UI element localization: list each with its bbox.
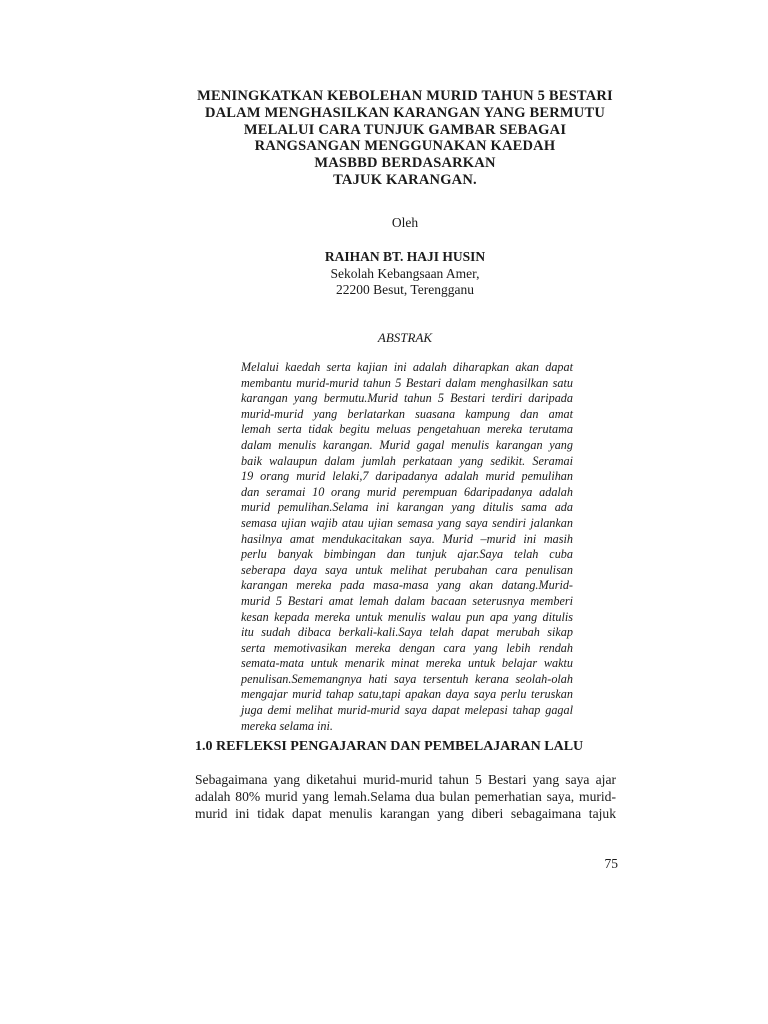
abstract-body (241, 360, 573, 734)
body-line: adalah 80% murid yang lemah.Selama dua bulan pemerhatian saya, murid- (195, 789, 616, 805)
abstract-heading: ABSTRAK (377, 330, 433, 345)
abstract-line: karangan mereka pada masa-masa yang akan datang.Murid- (241, 578, 573, 593)
author-name: RAIHAN BT. HAJI HUSIN (324, 249, 486, 264)
title-line: MENINGKATKAN KEBOLEHAN MURID TAHUN 5 BESTARI (197, 88, 613, 104)
abstract-line: 19 orang murid lelaki,7 daripadanya adalah murid pemulihan (241, 469, 573, 484)
byline-label: Oleh (391, 215, 419, 230)
abstract-line: perlu banyak bimbingan dan tunjuk ajar.Saya telah cuba (241, 547, 573, 562)
abstract-line: seberapa daya saya untuk melihat perubahan cara penulisan (241, 562, 573, 577)
abstract-line: Melalui kaedah serta kajian ini adalah diharapkan akan dapat (241, 360, 573, 374)
abstract-line: penulisan.Sememangnya hati saya tersentuh kerana seolah-olah (241, 671, 573, 686)
title-line: DALAM MENGHASILKAN KARANGAN YANG BERMUTU (204, 104, 606, 121)
body-line: Sebagaimana yang diketahui murid-murid tahun 5 Bestari yang saya ajar (195, 772, 616, 787)
abstract-line: membantu murid-murid tahun 5 Bestari dalam menghasilkan satu (241, 375, 573, 390)
abstract-line: semata-mata untuk menarik minat mereka untuk belajar waktu (241, 656, 573, 671)
abstract-line: hasilnya amat mendukacitakan saya. Murid –murid ini masih (241, 531, 573, 546)
title-line: MELALUI CARA TUNJUK GAMBAR SEBAGAI (243, 121, 567, 138)
body-line: murid ini tidak dapat menulis karangan yang diberi sebagaimana tajuk (195, 806, 616, 822)
abstract-line: dalam menulis karangan. Murid gagal menulis karangan yang (241, 437, 573, 452)
page-number: 75 (604, 856, 618, 871)
section-heading: 1.0 REFLEKSI PENGAJARAN DAN PEMBELAJARAN LALU (195, 739, 584, 754)
abstract-line: murid pemulihan.Selama ini karangan yang ditulis sama ada (241, 500, 573, 515)
title-line: TAJUK KARANGAN. (333, 171, 477, 188)
author-school: Sekolah Kebangsaan Amer, (330, 265, 480, 281)
abstract-line: serta memotivasikan mereka dengan cara yang lebih rendah (241, 640, 573, 655)
author-address: 22200 Besut, Terengganu (336, 282, 474, 297)
abstract-line: baik walaupun dalam jumlah perkataan yang sedikit. Seramai (241, 453, 573, 468)
abstract-line: itu sudah dibaca berkali-kali.Saya telah dapat merubah sikap (241, 625, 573, 640)
abstract-line: semasa ujian wajib atau ujian semasa yang saya sendiri jalankan (241, 515, 573, 530)
abstract-line: mereka selama ini. (241, 718, 333, 733)
abstract-line: murid 5 Bestari amat lemah dalam bacaan seterusnya memberi (241, 593, 573, 608)
abstract-line: murid-murid yang berlatarkan suasana kampung dan amat (241, 406, 573, 421)
title-line: MASBBD BERDASARKAN (314, 155, 496, 172)
abstract-line: kesan kepada mereka untuk menulis walau pun apa yang ditulis (241, 609, 573, 624)
paper-title (150, 88, 660, 189)
abstract-line: karangan yang bermutu.Murid tahun 5 Bestari terdiri daripada (241, 391, 573, 406)
abstract-line: juga demi melihat murid-murid saya dapat melepasi tahap gagal (241, 703, 573, 718)
abstract-line: lemah serta tidak begitu meluas pengetahuan mereka terutama (241, 422, 573, 437)
abstract-line: dan seramai 10 orang murid perempuan 6daripadanya adalah (241, 484, 573, 499)
title-line: RANGSANGAN MENGGUNAKAN KAEDAH (254, 138, 556, 155)
section-body (195, 771, 616, 823)
author-block (150, 249, 660, 299)
abstract-line: mengajar murid tahap satu,tapi apakan daya saya perlu teruskan (241, 687, 573, 702)
